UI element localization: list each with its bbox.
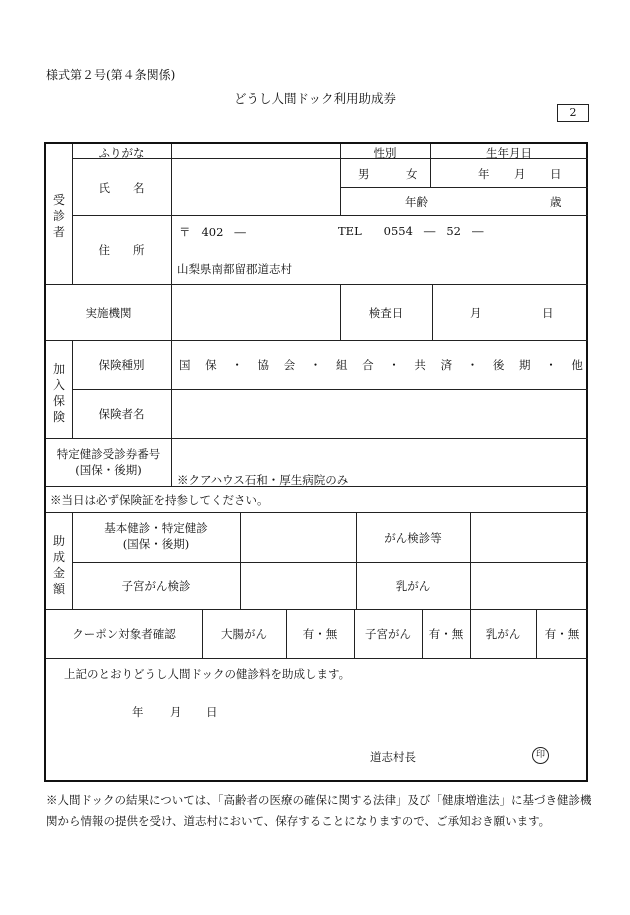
exam-month-unit: 月 xyxy=(470,306,482,320)
coupon-uterine-yes-no[interactable]: 有・無 xyxy=(428,627,464,641)
tel-label: TEL xyxy=(338,224,362,238)
rule xyxy=(432,284,433,340)
rule xyxy=(72,389,588,390)
rule xyxy=(171,144,172,486)
rule xyxy=(72,340,73,438)
tel-exchange: 52 xyxy=(446,224,461,238)
rule xyxy=(46,512,588,513)
specific-checkup-note: ※クアハウス石和・厚生病院のみ xyxy=(177,473,349,487)
institution-label: 実施機関 xyxy=(85,306,132,320)
dob-month-unit: 月 xyxy=(514,167,526,181)
statement-year: 年 xyxy=(132,705,144,719)
insurance-type-separator: ・ xyxy=(231,358,243,372)
rule xyxy=(340,187,588,188)
rule xyxy=(72,144,73,284)
insurance-type-char[interactable]: 後 xyxy=(492,358,505,372)
insurer-name-label: 保険者名 xyxy=(98,407,145,421)
coupon-breast-yes-no[interactable]: 有・無 xyxy=(544,627,580,641)
sex-label: 性別 xyxy=(373,146,397,160)
rule xyxy=(46,609,588,610)
coupon-eligibility-label: クーポン対象者確認 xyxy=(72,627,176,641)
postal-code-prefix: 402 xyxy=(201,225,224,239)
specific-checkup-sublabel: (国保・後期) xyxy=(75,463,142,477)
document-title: どうし人間ドック利用助成券 xyxy=(233,91,396,106)
insurance-type-char[interactable]: 共 xyxy=(414,358,426,372)
breast-cancer-label: 乳がん xyxy=(395,579,431,593)
insurance-type-label: 保険種別 xyxy=(98,358,145,372)
rule xyxy=(46,438,588,439)
uterine-checkup-label: 子宮がん検診 xyxy=(121,579,191,593)
insurance-type-separator: ・ xyxy=(388,358,400,372)
rule xyxy=(46,284,588,285)
postal-code xyxy=(179,224,246,240)
rule xyxy=(72,562,588,563)
insurance-type-char[interactable]: 保 xyxy=(205,358,217,372)
exam-date-label: 検査日 xyxy=(368,306,404,320)
ticket-number-box: 2 xyxy=(557,104,589,122)
insurance-type-char[interactable]: 協 xyxy=(257,358,269,372)
rule xyxy=(240,512,241,609)
tel-dash-2: ― xyxy=(471,224,484,238)
insurance-type-char[interactable]: 済 xyxy=(440,358,453,372)
cancer-screening-label: がん検診等 xyxy=(384,531,442,545)
privacy-footnote: ※人間ドックの結果については、「高齢者の医療の確保に関する法律」及び「健康増進法」に基づき健診機関から情報の提供を受け、道志村において、保存することになりますので、ご承知おき願います。 xyxy=(46,793,592,828)
insurance-section-label: 加 入 保 険 xyxy=(52,362,65,424)
insurance-type-char[interactable]: 会 xyxy=(283,358,296,372)
insurance-type-options xyxy=(179,357,583,373)
address-label: 住 所 xyxy=(98,243,145,257)
specific-checkup-label: 特定健診受診券番号 xyxy=(56,447,161,461)
tel-area-code: 0554 xyxy=(383,224,413,238)
rule xyxy=(46,658,588,659)
form-reference: 様式第２号(第４条関係) xyxy=(46,68,176,82)
telephone xyxy=(338,224,483,238)
furigana-label: ふりがな xyxy=(98,146,145,160)
insurance-type-char[interactable]: 国 xyxy=(179,358,191,372)
seal-stamp-icon: 印 xyxy=(532,747,549,764)
sex-female-option[interactable]: 女 xyxy=(406,167,418,181)
basic-checkup-sublabel: (国保・後期) xyxy=(122,537,190,551)
age-label: 年齢 xyxy=(405,195,428,209)
statement-month: 月 xyxy=(170,705,182,719)
coupon-colon-yes-no[interactable]: 有・無 xyxy=(302,627,338,641)
subsidy-statement: 上記のとおりどうし人間ドックの健診料を助成します。 xyxy=(64,667,351,681)
rule xyxy=(470,512,471,609)
insurance-type-separator: ・ xyxy=(309,358,322,372)
exam-day-unit: 日 xyxy=(542,306,554,320)
dob-year-unit: 年 xyxy=(478,167,490,181)
village-mayor-signature: 道志村長 xyxy=(370,750,416,764)
postal-mark: 〒 xyxy=(179,225,191,239)
basic-checkup-label: 基本健診・特定健診 xyxy=(104,521,208,535)
rule xyxy=(46,340,588,341)
coupon-colon-cancer-label: 大腸がん xyxy=(221,627,267,641)
rule xyxy=(356,512,357,609)
insurance-type-char[interactable]: 期 xyxy=(519,358,531,372)
age-unit: 歳 xyxy=(550,195,562,209)
coupon-uterine-cancer-label: 子宮がん xyxy=(365,627,411,641)
applicant-section-label: 受 診 者 xyxy=(52,193,65,239)
address-value: 山梨県南都留郡道志村 xyxy=(177,262,292,276)
form-table xyxy=(44,142,588,782)
rule xyxy=(72,215,588,216)
dob-label: 生年月日 xyxy=(486,146,532,160)
insurance-type-separator: ・ xyxy=(466,358,479,372)
insurance-type-char[interactable]: 合 xyxy=(362,358,374,372)
sex-male-option[interactable]: 男 xyxy=(358,167,370,181)
insurance-type-separator: ・ xyxy=(545,358,557,372)
statement-day: 日 xyxy=(206,705,218,719)
dob-day-unit: 日 xyxy=(550,167,562,181)
insurance-type-char[interactable]: 組 xyxy=(335,358,348,372)
name-label: 氏 名 xyxy=(98,181,145,195)
insurance-type-char[interactable]: 他 xyxy=(571,358,583,372)
tel-dash-1: ― xyxy=(423,224,436,238)
postal-dash: ― xyxy=(234,225,246,239)
insurance-card-notice: ※当日は必ず保険証を持参してください。 xyxy=(50,493,269,507)
coupon-breast-cancer-label: 乳がん xyxy=(485,627,521,641)
subsidy-section-label: 助 成 金 額 xyxy=(52,534,65,596)
